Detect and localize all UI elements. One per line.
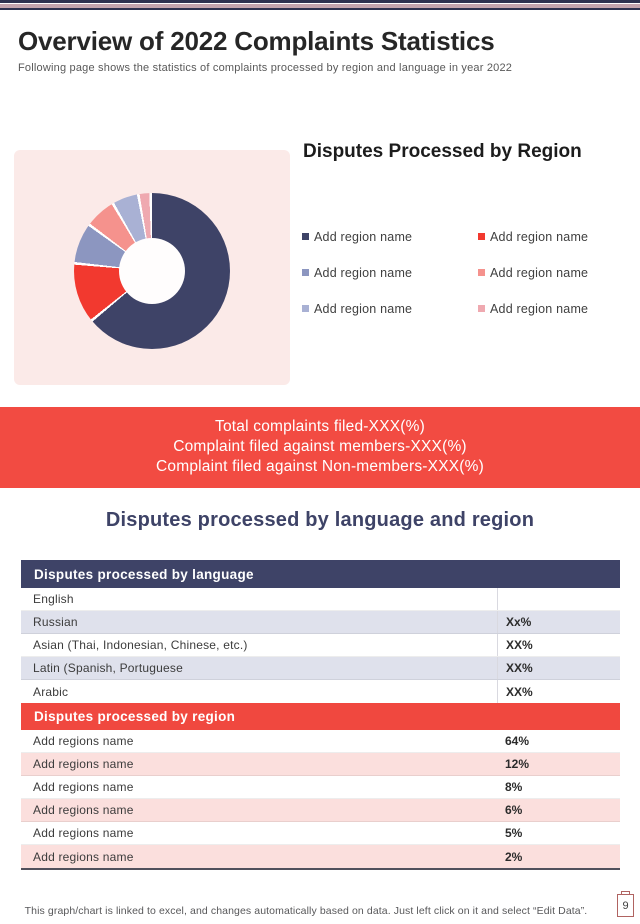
- legend-marker-icon: [302, 269, 309, 276]
- legend-marker-icon: [478, 233, 485, 240]
- table-row: [21, 799, 620, 822]
- top-border-stripes: [0, 0, 640, 10]
- row-value: 5%: [505, 826, 523, 840]
- legend-label: Add region name: [314, 265, 413, 280]
- row-value: XX%: [497, 634, 620, 656]
- legend-marker-icon: [478, 305, 485, 312]
- row-name: Add regions name: [33, 826, 134, 840]
- legend-item: [478, 265, 632, 280]
- footer-note: This graph/chart is linked to excel, and changes automatically based on data. Just left click on it and select “Edit Data”.: [24, 905, 588, 917]
- legend-item: [478, 229, 632, 244]
- row-name: Russian: [33, 615, 78, 629]
- row-name: Add regions name: [33, 849, 134, 864]
- row-name: Latin (Spanish, Portuguese: [33, 661, 183, 675]
- row-value: 8%: [505, 780, 523, 794]
- chart-legend: [302, 229, 632, 316]
- row-name: Add regions name: [33, 780, 134, 794]
- legend-label: Add region name: [490, 301, 589, 316]
- table-row: [21, 588, 620, 611]
- legend-label: Add region name: [314, 229, 413, 244]
- page-number: 9: [617, 894, 634, 917]
- totals-banner: [0, 407, 640, 488]
- chart-panel: [14, 150, 290, 385]
- table-section-heading: Disputes processed by language and region: [105, 509, 535, 531]
- chart-heading: Disputes Processed by Region: [303, 141, 582, 162]
- legend-label: Add region name: [490, 229, 589, 244]
- row-name: English: [33, 592, 74, 606]
- table-row: [21, 753, 620, 776]
- table-row: [21, 634, 620, 657]
- donut-chart[interactable]: [74, 193, 230, 349]
- legend-item: [302, 301, 478, 316]
- row-value: 6%: [505, 803, 523, 817]
- row-value: XX%: [497, 657, 620, 679]
- row-name: Arabic: [33, 684, 69, 699]
- table-row: [21, 680, 620, 703]
- region-header: Disputes processed by region: [21, 703, 620, 730]
- row-name: Asian (Thai, Indonesian, Chinese, etc.): [33, 638, 248, 652]
- donut-hole: [119, 238, 185, 304]
- row-value: 2%: [505, 849, 523, 864]
- table-row: [21, 776, 620, 799]
- page-title: Overview of 2022 Complaints Statistics: [18, 26, 495, 56]
- region-section: [21, 703, 620, 868]
- page-subtitle: Following page shows the statistics of complaints processed by region and language in year 2022: [18, 62, 513, 74]
- legend-label: Add region name: [490, 265, 589, 280]
- legend-marker-icon: [302, 305, 309, 312]
- legend-marker-icon: [302, 233, 309, 240]
- row-value: 12%: [505, 757, 530, 771]
- row-name: Add regions name: [33, 757, 134, 771]
- row-value: Xx%: [497, 611, 620, 633]
- disputes-table: [21, 560, 620, 870]
- language-section: [21, 560, 620, 703]
- banner-line-members: Complaint filed against members-XXX(%): [173, 438, 467, 455]
- table-row: [21, 657, 620, 680]
- row-value: 64%: [505, 734, 530, 748]
- legend-marker-icon: [478, 269, 485, 276]
- table-row: [21, 845, 620, 868]
- row-name: Add regions name: [33, 803, 134, 817]
- legend-label: Add region name: [314, 301, 413, 316]
- table-row: [21, 730, 620, 753]
- table-row: [21, 822, 620, 845]
- language-header: Disputes processed by language: [21, 560, 620, 588]
- legend-item: [478, 301, 632, 316]
- row-value: XX%: [497, 680, 620, 703]
- banner-line-non-members: Complaint filed against Non-members-XXX(%): [156, 458, 484, 475]
- legend-item: [302, 265, 478, 280]
- row-name: Add regions name: [33, 734, 134, 748]
- stripe-navy-bottom: [0, 8, 640, 10]
- banner-line-total: Total complaints filed-XXX(%): [215, 418, 425, 435]
- row-value: [497, 588, 620, 610]
- table-row: [21, 611, 620, 634]
- legend-item: [302, 229, 478, 244]
